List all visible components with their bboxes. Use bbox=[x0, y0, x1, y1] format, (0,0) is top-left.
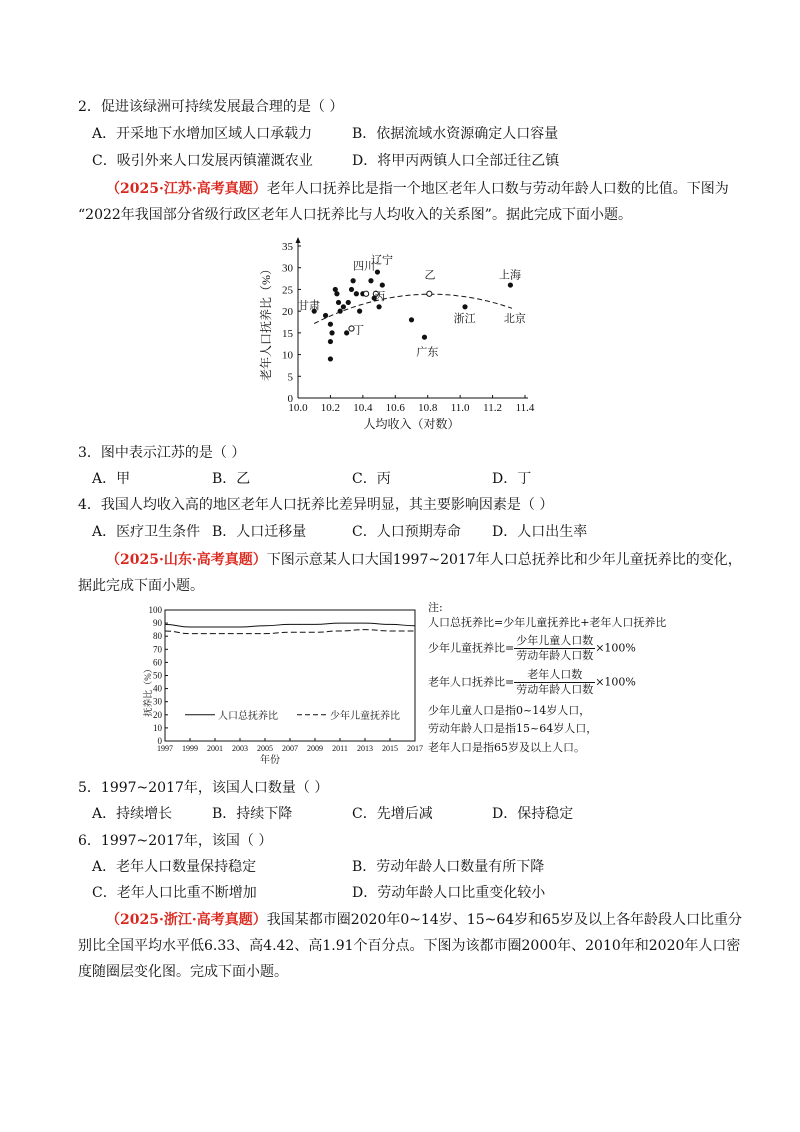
q4-option-b: B．人口迁移量 bbox=[212, 524, 307, 540]
note-2-left: 少年儿童抚养比= bbox=[428, 641, 515, 655]
y-tick-label: 10 bbox=[153, 722, 162, 733]
x-tick-label: 11.0 bbox=[450, 402, 470, 414]
note-2-den: 劳动年龄人口数 bbox=[516, 649, 594, 662]
y-tick-label: 30 bbox=[282, 262, 293, 275]
y-tick-label: 25 bbox=[282, 284, 293, 297]
series-line-total bbox=[165, 623, 415, 627]
q4-option-a: A．医疗卫生条件 bbox=[92, 524, 201, 540]
note-2 bbox=[428, 634, 636, 663]
x-tick-label: 1997 bbox=[157, 744, 173, 753]
data-point bbox=[349, 287, 354, 292]
y-tick-label: 0 bbox=[157, 736, 162, 746]
note-5: 劳动年龄人口是指15~64岁人口， bbox=[428, 722, 598, 735]
intro1-line2: “2022年我国部分省级行政区老年人口抚养比与人均收入的关系图”。据此完成下面小题。 bbox=[78, 207, 632, 223]
label-shanghai: 上海 bbox=[499, 269, 522, 282]
data-point bbox=[376, 304, 381, 309]
q5-option-d: D．保持稳定 bbox=[492, 806, 574, 822]
q6-option-c: C．老年人口比重不断增加 bbox=[92, 885, 257, 901]
x-tick-label: 2001 bbox=[207, 744, 223, 753]
data-point bbox=[336, 300, 341, 305]
data-point bbox=[344, 330, 349, 335]
q4-option-c: C．人口预期寿命 bbox=[352, 524, 461, 540]
q6-option-d: D．劳动年龄人口比重变化较小 bbox=[352, 885, 546, 901]
label-yi: 乙 bbox=[424, 269, 436, 282]
intro2-text1: 下图示意某人口大国1997~2017年人口总抚养比和少年儿童抚养比的变化， bbox=[266, 552, 742, 568]
y-tick-label: 40 bbox=[153, 683, 162, 694]
intro3-line3: 度随圈层变化图。完成下面小题。 bbox=[78, 964, 288, 980]
note-4: 少年儿童人口是指0~14岁人口， bbox=[428, 704, 591, 717]
q5-option-a: A．持续增长 bbox=[92, 806, 173, 822]
x-tick-label: 10.0 bbox=[288, 402, 308, 414]
note-2-num: 少年儿童人口数 bbox=[516, 634, 594, 647]
x-tick-label: 2017 bbox=[407, 744, 423, 753]
y-tick-label: 100 bbox=[148, 605, 162, 615]
note-1: 人口总抚养比=少年儿童抚养比+老年人口抚养比 bbox=[428, 616, 667, 629]
x-tick-label: 10.2 bbox=[320, 402, 341, 414]
data-point bbox=[328, 339, 333, 344]
q6-stem: 6．1997~2017年，该国（ ） bbox=[78, 833, 273, 849]
x-tick-label: 11.2 bbox=[483, 402, 502, 414]
x-tick-label: 10.8 bbox=[418, 402, 438, 414]
data-point bbox=[375, 269, 380, 274]
note-title: 注: bbox=[428, 601, 443, 614]
note-3 bbox=[428, 668, 636, 697]
intro2-line2: 据此完成下面小题。 bbox=[78, 578, 204, 594]
note-3-num: 老年人口数 bbox=[514, 668, 595, 683]
data-point bbox=[341, 304, 346, 309]
intro1-line1 bbox=[106, 179, 729, 199]
x-tick-label: 2007 bbox=[282, 744, 298, 753]
q6-option-a: A．老年人口数量保持稳定 bbox=[92, 859, 257, 875]
note-3-left: 老年人口抚养比= bbox=[428, 675, 515, 689]
q5-option-c: C．先增后减 bbox=[352, 806, 433, 822]
x-tick-label: 2015 bbox=[382, 744, 398, 753]
data-point bbox=[346, 300, 351, 305]
intro3-line1 bbox=[106, 910, 742, 930]
x-tick-label: 2013 bbox=[357, 744, 373, 753]
data-point bbox=[380, 282, 385, 287]
intro3-text1: 我国某都市圈2020年0~14岁、15~64岁和65岁及以上各年龄段人口比重分 bbox=[266, 912, 742, 928]
q2-option-d: D．将甲丙两镇人口全部迁往乙镇 bbox=[352, 153, 560, 169]
y-tick-label: 60 bbox=[153, 657, 162, 668]
label-zhejiang: 浙江 bbox=[453, 313, 476, 325]
y-tick-label: 30 bbox=[153, 696, 162, 707]
q4-option-d: D．人口出生率 bbox=[492, 524, 588, 540]
data-point bbox=[328, 322, 333, 327]
y-axis-title: 老年人口抚养比（%） bbox=[259, 263, 273, 381]
label-beijing: 北京 bbox=[503, 313, 526, 325]
note-3-den: 劳动年龄人口数 bbox=[516, 683, 594, 696]
intro3-line2: 别比全国平均水平低6.33、高4.42、高1.91个百分点。下图为该都市圈2000年、2010年和2020年人口密 bbox=[78, 938, 741, 954]
y-axis-arrow bbox=[296, 237, 301, 243]
data-point-open bbox=[427, 291, 432, 296]
legend-label-total: 人口总抚养比 bbox=[218, 710, 278, 722]
note-3-fraction bbox=[514, 668, 595, 697]
q5-stem: 5．1997~2017年，该国人口数量（ ） bbox=[78, 780, 329, 796]
data-point bbox=[329, 330, 334, 335]
note-6: 老年人口是指65岁及以上人口。 bbox=[428, 741, 585, 754]
x-tick-label: 2005 bbox=[257, 744, 273, 753]
data-point bbox=[462, 304, 467, 309]
q3-option-a: A．甲 bbox=[92, 471, 131, 487]
x-axis-title: 年份 bbox=[260, 755, 280, 766]
q3-option-d: D．丁 bbox=[492, 471, 532, 487]
intro1-source: （2025·江苏·高考真题） bbox=[106, 181, 267, 197]
q5-option-b: B．持续下降 bbox=[212, 806, 293, 822]
y-tick-label: 20 bbox=[153, 709, 162, 720]
data-point bbox=[368, 278, 373, 283]
y-tick-label: 5 bbox=[287, 371, 293, 384]
q2-stem: 2．促进该绿洲可持续发展最合理的是（ ） bbox=[78, 99, 344, 115]
y-tick-label: 0 bbox=[287, 393, 293, 405]
intro2-source: （2025·山东·高考真题） bbox=[106, 552, 267, 568]
data-point bbox=[354, 291, 359, 296]
y-tick-label: 70 bbox=[153, 644, 162, 655]
x-tick-label: 2011 bbox=[332, 744, 348, 753]
data-point bbox=[357, 309, 362, 314]
y-tick-label: 35 bbox=[282, 241, 293, 253]
x-axis-title: 人均收入（对数） bbox=[363, 417, 460, 431]
q2-option-a: A．开采地下水增加区域人口承载力 bbox=[92, 126, 313, 142]
x-tick-label: 11.4 bbox=[515, 402, 535, 414]
scatter-chart bbox=[250, 232, 550, 432]
y-tick-label: 80 bbox=[153, 631, 162, 642]
label-liaoning: 辽宁 bbox=[370, 254, 393, 267]
data-point bbox=[338, 309, 343, 314]
q4-stem: 4．我国人均收入高的地区老年人口抚养比差异明显，其主要影响因素是（ ） bbox=[78, 497, 554, 513]
label-ding: 丁 bbox=[353, 324, 365, 337]
q6-option-b: B．劳动年龄人口数量有所下降 bbox=[352, 859, 545, 875]
data-point-open bbox=[364, 291, 369, 296]
line-chart bbox=[143, 600, 423, 766]
y-tick-label: 90 bbox=[153, 618, 162, 629]
y-tick-label: 50 bbox=[153, 670, 162, 681]
note-2-times: ×100% bbox=[595, 641, 636, 655]
data-point bbox=[409, 317, 414, 322]
x-tick-label: 10.6 bbox=[385, 402, 405, 414]
intro3-source: （2025·浙江·高考真题） bbox=[106, 912, 267, 928]
data-point bbox=[323, 313, 328, 318]
x-tick-label: 2003 bbox=[232, 744, 248, 753]
data-point bbox=[328, 356, 333, 361]
q3-stem: 3．图中表示江苏的是（ ） bbox=[78, 445, 246, 461]
y-tick-label: 20 bbox=[282, 306, 293, 319]
intro2-line1 bbox=[106, 550, 742, 570]
label-sichuan: 四川 bbox=[353, 260, 376, 273]
series-line-youth bbox=[165, 630, 415, 634]
intro1-text1: 老年人口抚养比是指一个地区老年人口数与劳动年龄人口数的比值。下图为 bbox=[266, 181, 729, 197]
q3-option-b: B．乙 bbox=[212, 471, 251, 487]
y-axis-title: 抚养比（%） bbox=[143, 664, 153, 717]
data-point bbox=[508, 282, 513, 287]
label-guangdong: 广东 bbox=[416, 346, 439, 359]
q3-option-c: C．丙 bbox=[352, 471, 391, 487]
note-3-times: ×100% bbox=[595, 675, 636, 689]
label-gansu: 甘肃 bbox=[298, 299, 320, 312]
q2-option-b: B．依据流域水资源确定人口容量 bbox=[352, 126, 559, 142]
data-point bbox=[422, 335, 427, 340]
x-tick-label: 10.4 bbox=[353, 402, 373, 414]
label-bing: 丙 bbox=[374, 290, 386, 303]
y-tick-label: 10 bbox=[282, 349, 293, 362]
q2-option-c: C．吸引外来人口发展丙镇灌溉农业 bbox=[92, 153, 313, 169]
data-point bbox=[334, 291, 339, 296]
data-point bbox=[351, 278, 356, 283]
legend-label-youth: 少年儿童抚养比 bbox=[330, 710, 400, 722]
y-tick-label: 15 bbox=[282, 327, 293, 340]
note-2-fraction bbox=[514, 634, 595, 663]
x-tick-label: 2009 bbox=[307, 744, 323, 753]
x-tick-label: 1999 bbox=[182, 744, 198, 753]
